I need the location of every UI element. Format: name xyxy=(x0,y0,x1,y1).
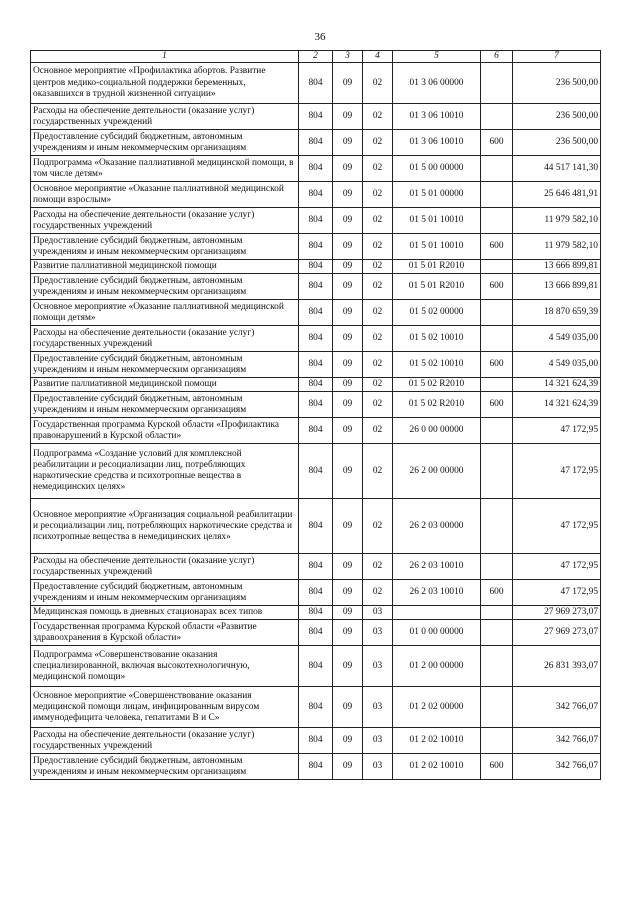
row-name: Подпрограмма «Оказание паллиативной медицинской помощи, в том числе детям» xyxy=(31,156,299,182)
row-section-code: 09 xyxy=(333,754,363,780)
row-section-code: 09 xyxy=(333,580,363,606)
row-ministry-code: 804 xyxy=(299,352,333,378)
row-amount: 47 172,95 xyxy=(513,499,601,554)
row-target-code: 26 2 03 00000 xyxy=(393,499,481,554)
row-section-code: 09 xyxy=(333,728,363,754)
row-section-code: 09 xyxy=(333,499,363,554)
row-expense-type xyxy=(481,156,513,182)
row-ministry-code: 804 xyxy=(299,378,333,392)
row-expense-type xyxy=(481,687,513,728)
row-subsection-code: 03 xyxy=(363,754,393,780)
table-row xyxy=(31,728,601,754)
row-name: Государственная программа Курской области «Профилактика правонарушений в Курской области» xyxy=(31,418,299,444)
row-expense-type xyxy=(481,63,513,104)
row-target-code: 26 0 00 00000 xyxy=(393,418,481,444)
row-section-code: 09 xyxy=(333,130,363,156)
table-row xyxy=(31,580,601,606)
row-name: Предоставление субсидий бюджетным, автономным учреждениям и иным некоммерческим организациям xyxy=(31,130,299,156)
row-expense-type: 600 xyxy=(481,580,513,606)
row-section-code: 09 xyxy=(333,646,363,687)
row-amount: 26 831 393,07 xyxy=(513,646,601,687)
row-expense-type: 600 xyxy=(481,352,513,378)
row-name: Основное мероприятие «Оказание паллиативной медицинской помощи детям» xyxy=(31,300,299,326)
row-ministry-code: 804 xyxy=(299,580,333,606)
table-row xyxy=(31,208,601,234)
row-expense-type xyxy=(481,444,513,499)
row-ministry-code: 804 xyxy=(299,754,333,780)
row-amount: 44 517 141,30 xyxy=(513,156,601,182)
row-subsection-code: 02 xyxy=(363,156,393,182)
row-name: Предоставление субсидий бюджетным, автономным учреждениям и иным некоммерческим организациям xyxy=(31,352,299,378)
table-row xyxy=(31,444,601,499)
header-col-3: 3 xyxy=(333,51,363,63)
row-target-code: 26 2 03 10010 xyxy=(393,580,481,606)
row-section-code: 09 xyxy=(333,444,363,499)
row-target-code: 01 0 00 00000 xyxy=(393,620,481,646)
row-ministry-code: 804 xyxy=(299,392,333,418)
row-ministry-code: 804 xyxy=(299,300,333,326)
row-section-code: 09 xyxy=(333,156,363,182)
table-row xyxy=(31,300,601,326)
row-ministry-code: 804 xyxy=(299,418,333,444)
row-target-code: 01 5 02 R2010 xyxy=(393,378,481,392)
row-section-code: 09 xyxy=(333,104,363,130)
row-subsection-code: 03 xyxy=(363,620,393,646)
row-section-code: 09 xyxy=(333,554,363,580)
row-expense-type xyxy=(481,646,513,687)
table-row xyxy=(31,392,601,418)
row-section-code: 09 xyxy=(333,208,363,234)
table-row xyxy=(31,554,601,580)
table-row xyxy=(31,378,601,392)
table-row xyxy=(31,326,601,352)
row-section-code: 09 xyxy=(333,352,363,378)
table-row xyxy=(31,754,601,780)
row-expense-type xyxy=(481,326,513,352)
row-expense-type xyxy=(481,499,513,554)
row-ministry-code: 804 xyxy=(299,620,333,646)
row-name: Основное мероприятие «Профилактика абортов. Развитие центров медико-социальной поддержки беременных, оказавшихся в трудной жизненной ситуации» xyxy=(31,63,299,104)
row-name: Расходы на обеспечение деятельности (оказание услуг) государственных учреждений xyxy=(31,104,299,130)
table-row xyxy=(31,182,601,208)
table-row xyxy=(31,63,601,104)
row-name: Расходы на обеспечение деятельности (оказание услуг) государственных учреждений xyxy=(31,554,299,580)
row-amount: 14 321 624,39 xyxy=(513,378,601,392)
row-expense-type: 600 xyxy=(481,234,513,260)
row-name: Предоставление субсидий бюджетным, автономным учреждениям и иным некоммерческим организациям xyxy=(31,580,299,606)
table-row xyxy=(31,156,601,182)
row-section-code: 09 xyxy=(333,687,363,728)
table-row xyxy=(31,418,601,444)
row-amount: 342 766,07 xyxy=(513,728,601,754)
row-ministry-code: 804 xyxy=(299,444,333,499)
row-name: Расходы на обеспечение деятельности (оказание услуг) государственных учреждений xyxy=(31,208,299,234)
row-target-code: 01 2 02 10010 xyxy=(393,754,481,780)
row-section-code: 09 xyxy=(333,378,363,392)
row-amount: 47 172,95 xyxy=(513,554,601,580)
row-ministry-code: 804 xyxy=(299,208,333,234)
row-section-code: 09 xyxy=(333,234,363,260)
row-target-code: 01 5 02 00000 xyxy=(393,300,481,326)
row-name: Предоставление субсидий бюджетным, автономным учреждениям и иным некоммерческим организациям xyxy=(31,392,299,418)
row-name: Предоставление субсидий бюджетным, автономным учреждениям и иным некоммерческим организациям xyxy=(31,234,299,260)
row-expense-type xyxy=(481,554,513,580)
row-ministry-code: 804 xyxy=(299,728,333,754)
header-col-4: 4 xyxy=(363,51,393,63)
row-section-code: 09 xyxy=(333,418,363,444)
row-name: Развитие паллиативной медицинской помощи xyxy=(31,378,299,392)
row-expense-type xyxy=(481,418,513,444)
row-section-code: 09 xyxy=(333,300,363,326)
row-name: Основное мероприятие «Совершенствование оказания медицинской помощи лицам, инфицированным вирусом иммунодефицита человека, гепатитами В и С» xyxy=(31,687,299,728)
row-amount: 47 172,95 xyxy=(513,580,601,606)
row-expense-type: 600 xyxy=(481,130,513,156)
row-ministry-code: 804 xyxy=(299,182,333,208)
row-target-code: 01 5 02 10010 xyxy=(393,352,481,378)
row-expense-type xyxy=(481,208,513,234)
row-target-code: 01 5 01 00000 xyxy=(393,182,481,208)
row-subsection-code: 02 xyxy=(363,418,393,444)
row-name: Предоставление субсидий бюджетным, автономным учреждениям и иным некоммерческим организациям xyxy=(31,754,299,780)
row-expense-type xyxy=(481,300,513,326)
row-expense-type xyxy=(481,260,513,274)
row-section-code: 09 xyxy=(333,606,363,620)
row-subsection-code: 02 xyxy=(363,208,393,234)
row-target-code: 01 2 00 00000 xyxy=(393,646,481,687)
row-name: Расходы на обеспечение деятельности (оказание услуг) государственных учреждений xyxy=(31,728,299,754)
row-ministry-code: 804 xyxy=(299,646,333,687)
table-row xyxy=(31,499,601,554)
row-ministry-code: 804 xyxy=(299,156,333,182)
table-row xyxy=(31,646,601,687)
row-amount: 236 500,00 xyxy=(513,104,601,130)
row-target-code: 01 5 02 R2010 xyxy=(393,392,481,418)
header-col-5: 5 xyxy=(393,51,481,63)
row-section-code: 09 xyxy=(333,182,363,208)
row-subsection-code: 02 xyxy=(363,182,393,208)
row-ministry-code: 804 xyxy=(299,499,333,554)
row-expense-type xyxy=(481,182,513,208)
row-target-code: 01 2 02 00000 xyxy=(393,687,481,728)
row-ministry-code: 804 xyxy=(299,234,333,260)
header-col-6: 6 xyxy=(481,51,513,63)
header-row xyxy=(31,51,601,63)
row-name: Подпрограмма «Создание условий для комплексной реабилитации и ресоциализации лиц, потребляющих наркотические средства и психотропные вещества в немедицинских целях» xyxy=(31,444,299,499)
row-target-code: 01 5 01 R2010 xyxy=(393,260,481,274)
row-target-code: 01 5 01 10010 xyxy=(393,208,481,234)
row-expense-type xyxy=(481,104,513,130)
row-target-code xyxy=(393,606,481,620)
row-target-code: 01 5 01 10010 xyxy=(393,234,481,260)
table-row xyxy=(31,274,601,300)
row-subsection-code: 02 xyxy=(363,326,393,352)
row-ministry-code: 804 xyxy=(299,326,333,352)
row-amount: 236 500,00 xyxy=(513,130,601,156)
row-name: Основное мероприятие «Организация социальной реабилитации и ресоциализации лиц, потребляющих наркотические средства и психотропные вещества в немедицинских целях» xyxy=(31,499,299,554)
row-ministry-code: 804 xyxy=(299,104,333,130)
row-expense-type: 600 xyxy=(481,392,513,418)
row-ministry-code: 804 xyxy=(299,606,333,620)
row-amount: 25 646 481,91 xyxy=(513,182,601,208)
row-expense-type xyxy=(481,728,513,754)
row-target-code: 01 3 06 10010 xyxy=(393,104,481,130)
row-expense-type xyxy=(481,606,513,620)
table-row xyxy=(31,620,601,646)
row-name: Развитие паллиативной медицинской помощи xyxy=(31,260,299,274)
row-subsection-code: 02 xyxy=(363,260,393,274)
table-row xyxy=(31,234,601,260)
table-row xyxy=(31,606,601,620)
row-target-code: 26 2 03 10010 xyxy=(393,554,481,580)
row-amount: 47 172,95 xyxy=(513,418,601,444)
row-ministry-code: 804 xyxy=(299,274,333,300)
row-amount: 13 666 899,81 xyxy=(513,260,601,274)
row-subsection-code: 02 xyxy=(363,104,393,130)
header-col-1: 1 xyxy=(31,51,299,63)
row-target-code: 01 5 01 R2010 xyxy=(393,274,481,300)
row-section-code: 09 xyxy=(333,392,363,418)
row-subsection-code: 02 xyxy=(363,63,393,104)
row-amount: 13 666 899,81 xyxy=(513,274,601,300)
row-subsection-code: 02 xyxy=(363,130,393,156)
row-name: Предоставление субсидий бюджетным, автономным учреждениям и иным некоммерческим организациям xyxy=(31,274,299,300)
row-amount: 27 969 273,07 xyxy=(513,606,601,620)
row-ministry-code: 804 xyxy=(299,63,333,104)
row-amount: 4 549 035,00 xyxy=(513,352,601,378)
row-target-code: 01 3 06 10010 xyxy=(393,130,481,156)
row-ministry-code: 804 xyxy=(299,130,333,156)
row-expense-type xyxy=(481,620,513,646)
row-amount: 18 870 659,39 xyxy=(513,300,601,326)
row-amount: 11 979 582,10 xyxy=(513,208,601,234)
row-subsection-code: 03 xyxy=(363,606,393,620)
row-amount: 14 321 624,39 xyxy=(513,392,601,418)
header-col-7: 7 xyxy=(513,51,601,63)
row-subsection-code: 02 xyxy=(363,234,393,260)
row-amount: 4 549 035,00 xyxy=(513,326,601,352)
row-target-code: 26 2 00 00000 xyxy=(393,444,481,499)
row-expense-type: 600 xyxy=(481,274,513,300)
row-subsection-code: 02 xyxy=(363,300,393,326)
row-subsection-code: 03 xyxy=(363,728,393,754)
row-amount: 342 766,07 xyxy=(513,754,601,780)
table-row xyxy=(31,260,601,274)
table-row xyxy=(31,352,601,378)
row-amount: 11 979 582,10 xyxy=(513,234,601,260)
table-row xyxy=(31,104,601,130)
row-amount: 27 969 273,07 xyxy=(513,620,601,646)
row-section-code: 09 xyxy=(333,274,363,300)
row-subsection-code: 02 xyxy=(363,444,393,499)
row-section-code: 09 xyxy=(333,620,363,646)
row-amount: 47 172,95 xyxy=(513,444,601,499)
table-row xyxy=(31,687,601,728)
row-amount: 236 500,00 xyxy=(513,63,601,104)
row-subsection-code: 03 xyxy=(363,646,393,687)
row-target-code: 01 2 02 10010 xyxy=(393,728,481,754)
header-col-2: 2 xyxy=(299,51,333,63)
row-subsection-code: 02 xyxy=(363,580,393,606)
row-subsection-code: 02 xyxy=(363,554,393,580)
row-name: Подпрограмма «Совершенствование оказания специализированной, включая высокотехнологичную, медицинской помощи» xyxy=(31,646,299,687)
row-amount: 342 766,07 xyxy=(513,687,601,728)
page-number: 36 xyxy=(314,31,326,43)
row-name: Государственная программа Курской области «Развитие здравоохранения в Курской области» xyxy=(31,620,299,646)
row-section-code: 09 xyxy=(333,326,363,352)
row-ministry-code: 804 xyxy=(299,554,333,580)
row-expense-type xyxy=(481,378,513,392)
row-name: Основное мероприятие «Оказание паллиативной медицинской помощи взрослым» xyxy=(31,182,299,208)
row-subsection-code: 02 xyxy=(363,274,393,300)
row-subsection-code: 02 xyxy=(363,352,393,378)
row-target-code: 01 3 06 00000 xyxy=(393,63,481,104)
row-name: Медицинская помощь в дневных стационарах всех типов xyxy=(31,606,299,620)
row-name: Расходы на обеспечение деятельности (оказание услуг) государственных учреждений xyxy=(31,326,299,352)
row-subsection-code: 02 xyxy=(363,499,393,554)
row-target-code: 01 5 00 00000 xyxy=(393,156,481,182)
budget-table xyxy=(30,50,601,780)
row-target-code: 01 5 02 10010 xyxy=(393,326,481,352)
row-expense-type: 600 xyxy=(481,754,513,780)
row-ministry-code: 804 xyxy=(299,260,333,274)
row-ministry-code: 804 xyxy=(299,687,333,728)
table-row xyxy=(31,130,601,156)
row-section-code: 09 xyxy=(333,63,363,104)
row-subsection-code: 03 xyxy=(363,687,393,728)
row-subsection-code: 02 xyxy=(363,378,393,392)
row-subsection-code: 02 xyxy=(363,392,393,418)
row-section-code: 09 xyxy=(333,260,363,274)
